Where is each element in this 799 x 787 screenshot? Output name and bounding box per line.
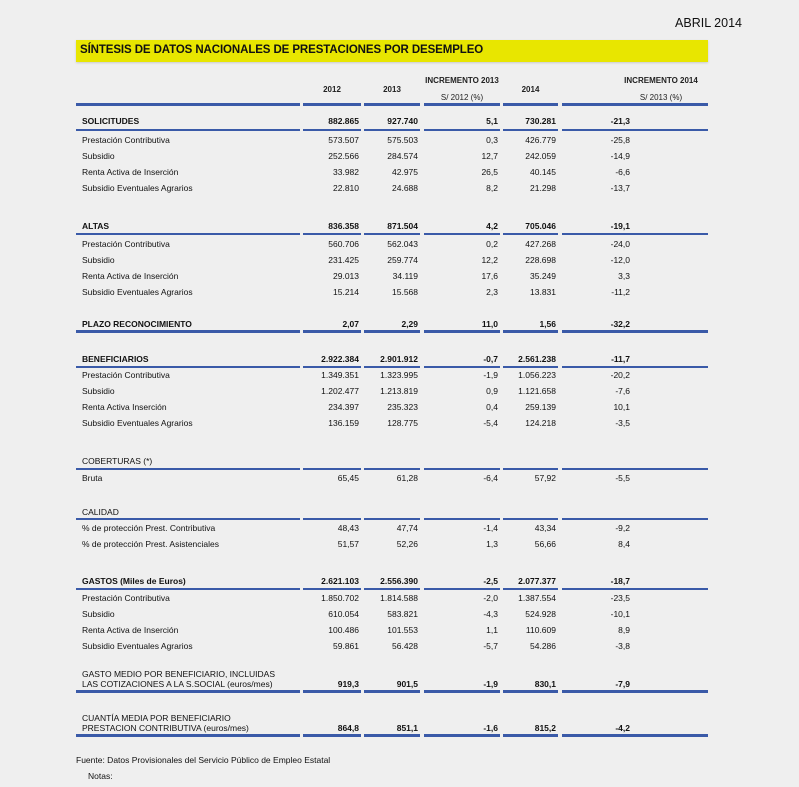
value-2014: 57,92 (534, 473, 556, 483)
calidad-rule-segment (562, 518, 708, 520)
increment-2014: -7,9 (615, 679, 630, 689)
row-label: GASTOS (Miles de Euros) (82, 576, 186, 586)
table-row (0, 385, 799, 397)
calidad-rule-segment (76, 518, 300, 520)
altas-rule-segment (424, 233, 500, 235)
col-header-inc2014-line2: S/ 2013 (%) (639, 93, 683, 102)
beneficiarios-rule-segment (424, 366, 500, 368)
source-note: Fuente: Datos Provisionales del Servicio Público de Empleo Estatal (76, 755, 331, 765)
gasto-medio-rule-segment (303, 690, 361, 693)
increment-2013: -2,5 (483, 576, 498, 586)
solicitudes-rule-segment (76, 129, 300, 131)
plazo-rule-segment (303, 330, 361, 333)
value-2014: 124.218 (525, 418, 556, 428)
table-row (0, 640, 799, 652)
table-row (0, 538, 799, 550)
value-2013: 1.814.588 (380, 593, 418, 603)
value-2013: 927.740 (387, 116, 418, 126)
value-2013: 52,26 (396, 539, 418, 549)
value-2014: 830,1 (534, 679, 556, 689)
row-label: SOLICITUDES (82, 116, 140, 126)
value-2013: 101.553 (387, 625, 418, 635)
value-2013: 56.428 (392, 641, 418, 651)
increment-2014: -11,2 (611, 287, 630, 297)
beneficiarios-rule-segment (303, 366, 361, 368)
value-2014: 110.609 (525, 625, 556, 635)
beneficiarios-rule-segment (562, 366, 708, 368)
row-label: Renta Activa de Inserción (82, 625, 179, 635)
table-row (0, 472, 799, 484)
beneficiarios-rule-segment (503, 366, 558, 368)
value-2013: 42.975 (392, 167, 418, 177)
value-2012: 234.397 (328, 402, 359, 412)
value-2014: 427.268 (525, 239, 556, 249)
value-2013: 284.574 (387, 151, 418, 161)
value-2014: 56,66 (534, 539, 556, 549)
increment-2013: -5,7 (483, 641, 498, 651)
row-label: Renta Activa Inserción (82, 402, 167, 412)
row-label: Subsidio (82, 255, 115, 265)
row-label: Subsidio (82, 609, 115, 619)
increment-2014: -19,1 (610, 221, 630, 231)
table-row (0, 134, 799, 146)
table-row (0, 254, 799, 266)
row-label: Prestación Contributiva (82, 370, 170, 380)
value-2014: 705.046 (525, 221, 556, 231)
cuantia-media-rule-segment (424, 734, 500, 737)
value-2013: 47,74 (396, 523, 418, 533)
value-2013: 1.323.995 (380, 370, 418, 380)
gasto-medio-rule-segment (76, 690, 300, 693)
calidad-rule-segment (303, 518, 361, 520)
value-2013: 61,28 (396, 473, 418, 483)
row-label: PRESTACION CONTRIBUTIVA (euros/mes) (82, 723, 249, 733)
gasto-medio-rule-segment (503, 690, 558, 693)
value-2013: 2.901.912 (380, 354, 418, 364)
value-2014: 35.249 (530, 271, 556, 281)
increment-2013: 0,9 (486, 386, 498, 396)
increment-2014: -32,2 (610, 319, 630, 329)
altas-rule-segment (503, 233, 558, 235)
altas-rule-segment (76, 233, 300, 235)
col-header-2014: 2014 (521, 85, 540, 94)
value-2012: 15.214 (333, 287, 359, 297)
increment-2013: 0,3 (486, 135, 498, 145)
solicitudes-rule-segment (562, 129, 708, 131)
cuantia-media-rule-segment (76, 734, 300, 737)
increment-2013: 12,2 (481, 255, 498, 265)
increment-2013: -6,4 (483, 473, 498, 483)
table-row (0, 182, 799, 194)
beneficiarios-rule-segment (364, 366, 420, 368)
title-banner (76, 40, 708, 62)
coberturas-rule-segment (76, 468, 300, 470)
value-2014: 730.281 (525, 116, 556, 126)
increment-2013: 1,3 (486, 539, 498, 549)
gasto-medio-rule-segment (364, 690, 420, 693)
col-header-2013: 2013 (383, 85, 401, 94)
cuantia-media-rule-segment (562, 734, 708, 737)
value-2014: 426.779 (525, 135, 556, 145)
increment-2014: 8,9 (618, 625, 630, 635)
row-label: Prestación Contributiva (82, 593, 170, 603)
row-label: Subsidio Eventuales Agrarios (82, 418, 193, 428)
row-label: BENEFICIARIOS (82, 354, 149, 364)
total-row-solicitudes (0, 115, 799, 127)
row-label: Subsidio (82, 386, 115, 396)
beneficiarios-rule-segment (76, 366, 300, 368)
value-2012: 836.358 (328, 221, 359, 231)
value-2012: 51,57 (337, 539, 359, 549)
value-2013: 259.774 (387, 255, 418, 265)
value-2014: 1.056.223 (518, 370, 556, 380)
increment-2013: 4,2 (486, 221, 498, 231)
notes-label: Notas: (88, 771, 113, 781)
table-row (0, 150, 799, 162)
increment-2014: -11,7 (611, 354, 630, 364)
increment-2014: -13,7 (610, 183, 630, 193)
table-row (0, 369, 799, 381)
table-row (0, 592, 799, 604)
cuantia-media-rule-segment (364, 734, 420, 737)
total-row-gastos (0, 575, 799, 587)
row-label: Prestación Contributiva (82, 135, 170, 145)
value-2013: 2,29 (401, 319, 418, 329)
value-2012: 1.202.477 (321, 386, 359, 396)
value-2013: 24.688 (392, 183, 418, 193)
table-row (0, 522, 799, 534)
table-row (0, 417, 799, 429)
value-2012: 65,45 (337, 473, 359, 483)
value-2014: 228.698 (525, 255, 556, 265)
gasto-medio-rule-segment (562, 690, 708, 693)
row-label: Subsidio (82, 151, 115, 161)
value-2013: 871.504 (387, 221, 418, 231)
increment-2013: 2,3 (486, 287, 498, 297)
header-rule-segment (303, 103, 361, 106)
increment-2013: 1,1 (486, 625, 498, 635)
table-row (0, 286, 799, 298)
value-2012: 882.865 (328, 116, 359, 126)
value-2013: 1.213.819 (380, 386, 418, 396)
header-rule-segment (503, 103, 558, 106)
value-2012: 2.621.103 (321, 576, 359, 586)
row-label: LAS COTIZACIONES A LA S.SOCIAL (euros/mes) (82, 679, 273, 689)
row-label: Subsidio Eventuales Agrarios (82, 183, 193, 193)
value-2014: 1.121.658 (518, 386, 556, 396)
gastos-rule-segment (562, 588, 708, 590)
value-2012: 1.850.702 (321, 593, 359, 603)
altas-rule-segment (562, 233, 708, 235)
value-2013: 2.556.390 (380, 576, 418, 586)
row-label: PLAZO RECONOCIMIENTO (82, 319, 192, 329)
increment-2013: -1,9 (483, 679, 498, 689)
row-label: ALTAS (82, 221, 110, 231)
increment-2014: -4,2 (615, 723, 630, 733)
table-row (0, 624, 799, 636)
increment-2014: -3,8 (615, 641, 630, 651)
col-header-inc2013-line2: S/ 2012 (%) (440, 93, 484, 102)
value-2014: 1.387.554 (518, 593, 556, 603)
table-row (0, 166, 799, 178)
row-label: Renta Activa de Inserción (82, 167, 179, 177)
value-2013: 235.323 (387, 402, 418, 412)
increment-2013: 8,2 (486, 183, 498, 193)
increment-2013: 11,0 (481, 319, 498, 329)
value-2014: 259.139 (525, 402, 556, 412)
calidad-rule-segment (424, 518, 500, 520)
increment-2014: -14,9 (610, 151, 630, 161)
increment-2014: -10,1 (610, 609, 630, 619)
increment-2014: -9,2 (615, 523, 630, 533)
increment-2013: 0,4 (486, 402, 498, 412)
table-row (0, 238, 799, 250)
solicitudes-rule-segment (424, 129, 500, 131)
value-2012: 22.810 (333, 183, 359, 193)
value-2012: 33.982 (333, 167, 359, 177)
value-2012: 48,43 (337, 523, 359, 533)
value-2014: 13.831 (530, 287, 556, 297)
value-2013: 575.503 (387, 135, 418, 145)
increment-2014: -7,6 (615, 386, 630, 396)
altas-rule-segment (303, 233, 361, 235)
value-2014: 815,2 (534, 723, 556, 733)
gastos-rule-segment (303, 588, 361, 590)
plazo-rule-segment (503, 330, 558, 333)
value-2012: 2.922.384 (321, 354, 359, 364)
value-2014: 242.059 (525, 151, 556, 161)
gastos-rule-segment (424, 588, 500, 590)
increment-2014: -12,0 (610, 255, 630, 265)
increment-2013: -1,6 (483, 723, 498, 733)
increment-2013: 5,1 (486, 116, 498, 126)
row-label: Renta Activa de Inserción (82, 271, 179, 281)
total-row-beneficiarios (0, 353, 799, 365)
value-2012: 1.349.351 (321, 370, 359, 380)
coberturas-rule-segment (303, 468, 361, 470)
row-label: Bruta (82, 473, 103, 483)
value-2014: 43,34 (534, 523, 556, 533)
solicitudes-rule-segment (503, 129, 558, 131)
increment-2014: -3,5 (615, 418, 630, 428)
row-label: CUANTÍA MEDIA POR BENEFICIARIO (82, 713, 231, 723)
total-row-altas (0, 220, 799, 232)
value-2013: 562.043 (387, 239, 418, 249)
table-row (0, 608, 799, 620)
increment-2014: -18,7 (610, 576, 630, 586)
row-label: % de protección Prest. Asistenciales (82, 539, 220, 549)
total-row-plazo (0, 318, 799, 330)
increment-2013: -1,9 (483, 370, 498, 380)
cuantia-media-rule-segment (503, 734, 558, 737)
coberturas-rule-segment (424, 468, 500, 470)
gastos-rule-segment (503, 588, 558, 590)
gasto-medio-rule-segment (424, 690, 500, 693)
increment-2014: 8,4 (618, 539, 630, 549)
value-2012: 2,07 (342, 319, 359, 329)
section-heading: COBERTURAS (*) (82, 456, 153, 466)
report-date: ABRIL 2014 (675, 16, 742, 30)
report-title: SÍNTESIS DE DATOS NACIONALES DE PRESTACIONES POR DESEMPLEO (80, 44, 484, 56)
col-header-inc2014-line1: INCREMENTO 2014 (624, 76, 698, 85)
solicitudes-rule-segment (303, 129, 361, 131)
increment-2014: -20,2 (610, 370, 630, 380)
table-row (0, 401, 799, 413)
value-2012: 59.861 (333, 641, 359, 651)
value-2013: 34.119 (392, 271, 418, 281)
solicitudes-rule-segment (364, 129, 420, 131)
coberturas-rule-segment (364, 468, 420, 470)
header-rule-segment (364, 103, 420, 106)
value-2012: 29.013 (333, 271, 359, 281)
increment-2013: -5,4 (483, 418, 498, 428)
increment-2013: 12,7 (481, 151, 498, 161)
value-2014: 1,56 (539, 319, 556, 329)
row-label: Subsidio Eventuales Agrarios (82, 641, 193, 651)
increment-2014: -5,5 (615, 473, 630, 483)
value-2013: 583.821 (387, 609, 418, 619)
increment-2014: -6,6 (615, 167, 630, 177)
value-2012: 252.566 (328, 151, 359, 161)
increment-2014: -25,8 (610, 135, 630, 145)
increment-2014: -24,0 (610, 239, 630, 249)
increment-2013: -1,4 (483, 523, 498, 533)
calidad-rule-segment (503, 518, 558, 520)
value-2012: 231.425 (328, 255, 359, 265)
table-row (0, 270, 799, 282)
value-2012: 136.159 (328, 418, 359, 428)
value-2012: 919,3 (337, 679, 359, 689)
calidad-rule-segment (364, 518, 420, 520)
cuantia-media-rule-segment (303, 734, 361, 737)
col-header-2012: 2012 (323, 85, 341, 94)
altas-rule-segment (364, 233, 420, 235)
increment-2014: -23,5 (610, 593, 630, 603)
increment-2013: -0,7 (483, 354, 498, 364)
value-2014: 2.561.238 (518, 354, 556, 364)
coberturas-rule-segment (503, 468, 558, 470)
increment-2014: 10,1 (613, 402, 630, 412)
value-2013: 851,1 (396, 723, 418, 733)
increment-2014: -21,3 (610, 116, 630, 126)
header-rule-segment (424, 103, 500, 106)
value-2013: 128.775 (387, 418, 418, 428)
gastos-rule-segment (364, 588, 420, 590)
row-label: Subsidio Eventuales Agrarios (82, 287, 193, 297)
plazo-rule-segment (424, 330, 500, 333)
header-rule-segment (76, 103, 300, 106)
increment-2014: 3,3 (618, 271, 630, 281)
value-2012: 560.706 (328, 239, 359, 249)
increment-2013: 17,6 (481, 271, 498, 281)
value-2012: 100.486 (328, 625, 359, 635)
plazo-rule-segment (562, 330, 708, 333)
value-2012: 573.507 (328, 135, 359, 145)
row-label: % de protección Prest. Contributiva (82, 523, 216, 533)
value-2014: 524.928 (525, 609, 556, 619)
increment-2013: -4,3 (483, 609, 498, 619)
value-2014: 21.298 (530, 183, 556, 193)
increment-2013: -2,0 (483, 593, 498, 603)
increment-2013: 26,5 (481, 167, 498, 177)
plazo-rule-segment (364, 330, 420, 333)
coberturas-rule-segment (562, 468, 708, 470)
col-header-inc2013-line1: INCREMENTO 2013 (425, 76, 499, 85)
section-heading: CALIDAD (82, 507, 119, 517)
value-2014: 2.077.377 (518, 576, 556, 586)
value-2012: 864,8 (337, 723, 359, 733)
value-2013: 15.568 (392, 287, 418, 297)
plazo-rule-segment (76, 330, 300, 333)
value-2014: 54.286 (530, 641, 556, 651)
header-rule-segment (562, 103, 708, 106)
row-label: Prestación Contributiva (82, 239, 170, 249)
value-2012: 610.054 (328, 609, 359, 619)
gastos-rule-segment (76, 588, 300, 590)
value-2014: 40.145 (530, 167, 556, 177)
increment-2013: 0,2 (486, 239, 498, 249)
value-2013: 901,5 (396, 679, 418, 689)
row-label: GASTO MEDIO POR BENEFICIARIO, INCLUIDAS (82, 669, 276, 679)
